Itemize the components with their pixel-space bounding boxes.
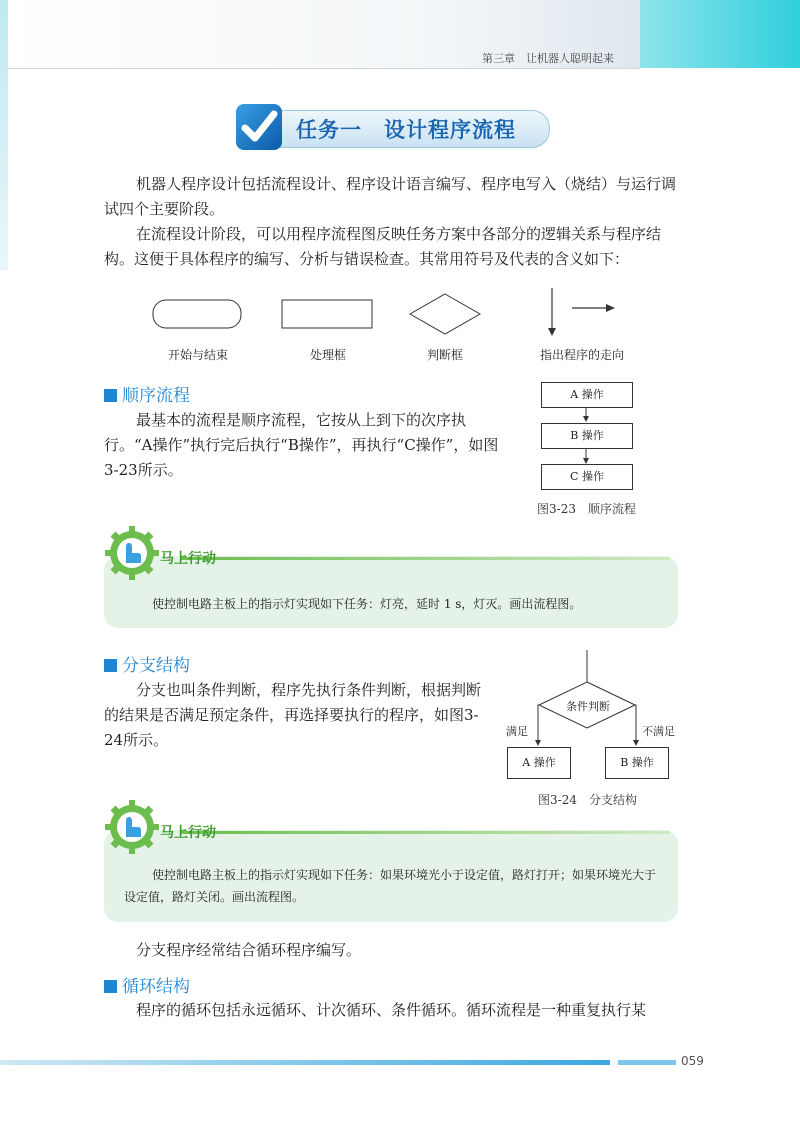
branch-condition: 条件判断 (566, 700, 610, 713)
sequence-box-b: B 操作 (541, 423, 633, 449)
process-label: 处理框 (309, 348, 346, 362)
gear-hand-icon (104, 525, 160, 581)
task-title: 任务一 设计程序流程 (296, 118, 516, 142)
sequence-text-block (104, 408, 499, 483)
flow-label: 指出程序的走向 (539, 348, 624, 362)
checkmark-icon (236, 104, 282, 150)
branch-text-block (104, 678, 489, 753)
branch-yes-label: 满足 (506, 725, 528, 738)
branch-heading-text: 分支结构 (122, 656, 190, 676)
sequence-caption: 图3-23 顺序流程 (537, 502, 636, 516)
note-text: 分支程序经常结合循环程序编写。 (136, 941, 362, 959)
branch-box-a: A 操作 (507, 747, 571, 779)
intro-paragraph-1: 机器人程序设计包括流程设计、程序设计语言编写、程序电写入（烧结）与运行调试四个主要阶段。 (104, 175, 677, 218)
gear-hand-icon (104, 799, 160, 855)
section-square-icon (104, 389, 117, 402)
terminal-label: 开始与结束 (167, 348, 228, 362)
intro-text (104, 172, 680, 272)
header-rule (0, 68, 640, 69)
sequence-box-a: A 操作 (541, 382, 633, 408)
header-accent (640, 0, 800, 68)
footer-bar-accent (618, 1060, 676, 1065)
loop-heading-text: 循环结构 (122, 977, 190, 997)
action-label-1: 马上行动 (160, 551, 216, 567)
branch-heading (104, 651, 190, 676)
section-square-icon (104, 659, 117, 672)
action-label-2: 马上行动 (160, 825, 216, 841)
decision-symbol (410, 294, 480, 334)
branch-caption: 图3-24 分支结构 (538, 793, 637, 807)
sequence-text: 最基本的流程是顺序流程，它按从上到下的次序执行。“A操作”执行完后执行“B操作”，再执行“C操作”，如图3-23所示。 (104, 411, 499, 479)
action-underline-1 (180, 557, 670, 560)
action-text-2: 使控制电路主板上的指示灯实现如下任务：如果环境光小于设定值，路灯打开；如果环境光大于设定值，路灯关闭。画出流程图。 (124, 868, 657, 904)
note-block (104, 938, 680, 963)
loop-text: 程序的循环包括永远循环、计次循环、条件循环。循环流程是一种重复执行某 (136, 1001, 647, 1019)
page-number: 059 (681, 1054, 704, 1068)
decision-label: 判断框 (426, 348, 463, 362)
flowchart-symbols (140, 284, 640, 340)
intro-paragraph-2: 在流程设计阶段，可以用程序流程图反映任务方案中各部分的逻辑关系与程序结构。这便于具体程序的编写、分析与错误检查。其常用符号及代表的含义如下： (104, 225, 662, 268)
loop-text-block (104, 998, 680, 1023)
action-underline-2 (180, 831, 670, 834)
process-symbol (282, 300, 372, 328)
branch-no-label: 不满足 (642, 725, 675, 738)
action-text-1: 使控制电路主板上的指示灯实现如下任务：灯亮，延时 1 s，灯灭。画出流程图。 (152, 597, 582, 611)
section-square-icon (104, 980, 117, 993)
sequence-box-c: C 操作 (541, 464, 633, 490)
sequence-heading-text: 顺序流程 (122, 386, 190, 406)
branch-text: 分支也叫条件判断，程序先执行条件判断，根据判断的结果是否满足预定条件，再选择要执行的程序，如图3-24所示。 (104, 681, 482, 749)
terminal-symbol (153, 300, 241, 328)
branch-box-b: B 操作 (605, 747, 669, 779)
loop-heading (104, 972, 190, 997)
task-banner (236, 104, 550, 152)
footer-bar (0, 1060, 610, 1065)
chapter-title: 第三章 让机器人聪明起来 (482, 52, 614, 65)
left-decor-strip (0, 0, 8, 270)
sequence-heading (104, 381, 190, 406)
